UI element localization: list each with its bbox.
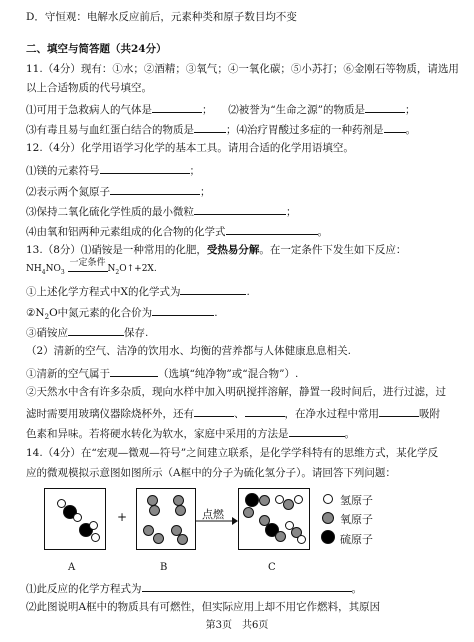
q12-part3: ⑶保持二氧化硫化学性质的最小微粒 ； xyxy=(26,203,297,219)
answer-blank[interactable] xyxy=(245,405,285,417)
q11-part1-2: ⑴可用于急救病人的气体是 ； ⑵被誉为“生命之源”的物质是 ； xyxy=(26,101,416,117)
oxygen-atom xyxy=(283,499,294,510)
q13-sub2-part2: ②天然水中含有许多杂质，现向水样中加入明矾搅拌溶解，静置一段时间后，进行过滤，过 xyxy=(26,386,446,398)
box-a xyxy=(44,488,106,550)
answer-blank[interactable] xyxy=(152,101,202,113)
q12-part1: ⑴镁的元素符号 ； xyxy=(26,162,200,178)
oxygen-atom xyxy=(275,531,286,542)
q12-part2: ⑵表示两个氮原子 ； xyxy=(26,183,211,199)
oxygen-atom xyxy=(175,505,186,516)
q13-part2: $②N_2O$中氮元素的化合价为 . xyxy=(26,304,218,324)
q13-sub2-part2b: 滤时需要用玻璃仪器除烧杯外，还有 、 ，在净水过程中常用 吸附 xyxy=(26,405,440,421)
section-heading: 二、填空与简答题（共24分） xyxy=(26,43,167,55)
answer-blank[interactable] xyxy=(110,183,200,195)
answer-blank[interactable] xyxy=(180,283,246,295)
oxygen-atom xyxy=(143,525,154,536)
answer-blank[interactable] xyxy=(152,304,214,316)
q13-part3: ③硝铵应 保存. xyxy=(26,324,148,340)
answer-blank[interactable] xyxy=(384,121,406,133)
hydrogen-atom xyxy=(73,513,82,522)
oxygen-legend-icon xyxy=(322,512,334,524)
legend-hydrogen: 氢原子 xyxy=(340,494,373,507)
answer-blank[interactable] xyxy=(110,365,158,377)
hydrogen-atom xyxy=(91,533,100,542)
q13-sub2-part1: ①清新的空气属于 （选填“纯净物”或“混合物”）. xyxy=(26,365,298,381)
plus-sign: + xyxy=(117,510,128,524)
reaction-arrow: 一定条件 xyxy=(68,266,108,272)
q11-stem-2: 以上合适物质的代号填空。 xyxy=(26,82,152,94)
q13-part1: ①上述化学方程式中X的化学式为 . xyxy=(26,283,250,299)
q13-equation: $NH_4NO_3$ 一定条件 $N_2O↑+2X$. xyxy=(26,257,157,276)
answer-blank[interactable] xyxy=(194,405,234,417)
oxygen-atom xyxy=(243,507,254,518)
answer-blank[interactable] xyxy=(365,101,405,113)
answer-blank[interactable] xyxy=(194,121,226,133)
answer-blank[interactable] xyxy=(142,580,352,592)
q14-part1: ⑴此反应的化学方程式为 。 xyxy=(26,580,362,596)
oxygen-atom xyxy=(177,534,188,545)
answer-blank[interactable] xyxy=(100,162,190,174)
label-a: A xyxy=(68,562,76,573)
legend-sulfur: 硫原子 xyxy=(340,533,373,546)
reaction-arrow: 点燃 xyxy=(196,506,238,526)
q14-stem-2: 应的微观模拟示意图如图所示（A框中的分子为硫化氢分子）。请回答下列问题： xyxy=(26,467,396,479)
q11-part3-4: ⑶有毒且易与血红蛋白结合的物质是 ；⑷治疗胃酸过多症的一种药剂是 。 xyxy=(26,121,416,137)
answer-blank[interactable] xyxy=(68,324,124,336)
q13-stem: 13.（8分）⑴硝铵是一种常用的化肥，受热易分解。在一定条件下发生如下反应： xyxy=(26,244,407,256)
q13-sub2: （2）清新的空气、洁净的饮用水、均衡的营养都与人体健康息息相关. xyxy=(26,345,352,357)
label-b: B xyxy=(160,562,168,573)
answer-blank[interactable] xyxy=(226,223,318,235)
answer-blank[interactable] xyxy=(194,203,286,215)
q14-stem: 14.（4分）在“宏观—微观—符号”之间建立联系，是化学学科特有的思维方式，某化学反 xyxy=(26,447,439,459)
sulfur-legend-icon xyxy=(321,530,335,544)
q13-sub2-part2c: 色素和异味。若将硬水转化为软水，家庭中采用的方法是 。 xyxy=(26,425,355,441)
hydrogen-atom xyxy=(294,495,303,504)
q12-part4: ⑷由氧和铝两种元素组成的化合物的化学式 。 xyxy=(26,223,328,239)
hydrogen-legend-icon xyxy=(323,494,333,504)
oxygen-atom xyxy=(153,533,164,544)
q12-stem: 12.（4分）化学用语学习化学的基本工具。请用合适的化学用语填空。 xyxy=(26,142,354,154)
option-d: D．守恒观：电解水反应前后，元素种类和原子数目均不变 xyxy=(26,11,297,23)
sulfur-atom xyxy=(245,493,259,507)
answer-blank[interactable] xyxy=(379,405,419,417)
oxygen-atom xyxy=(149,505,160,516)
page-footer: 第3页 共6页 xyxy=(205,620,269,631)
answer-blank[interactable] xyxy=(289,425,345,437)
oxygen-atom xyxy=(259,495,270,506)
label-c: C xyxy=(268,562,276,573)
hydrogen-atom xyxy=(297,535,306,544)
q14-part2: ⑵此图说明A框中的物质具有可燃性，但实际应用上却不用它作燃料，其原因 xyxy=(26,601,381,613)
box-b xyxy=(136,488,196,550)
box-c xyxy=(238,488,310,550)
legend-oxygen: 氧原子 xyxy=(340,513,373,526)
hydrogen-atom xyxy=(89,521,98,530)
q11-stem: 11.（4分）现有：①水；②酒精；③氧气；④一氧化碳；⑤小苏打；⑥金刚石等物质，请选用 xyxy=(26,63,459,75)
